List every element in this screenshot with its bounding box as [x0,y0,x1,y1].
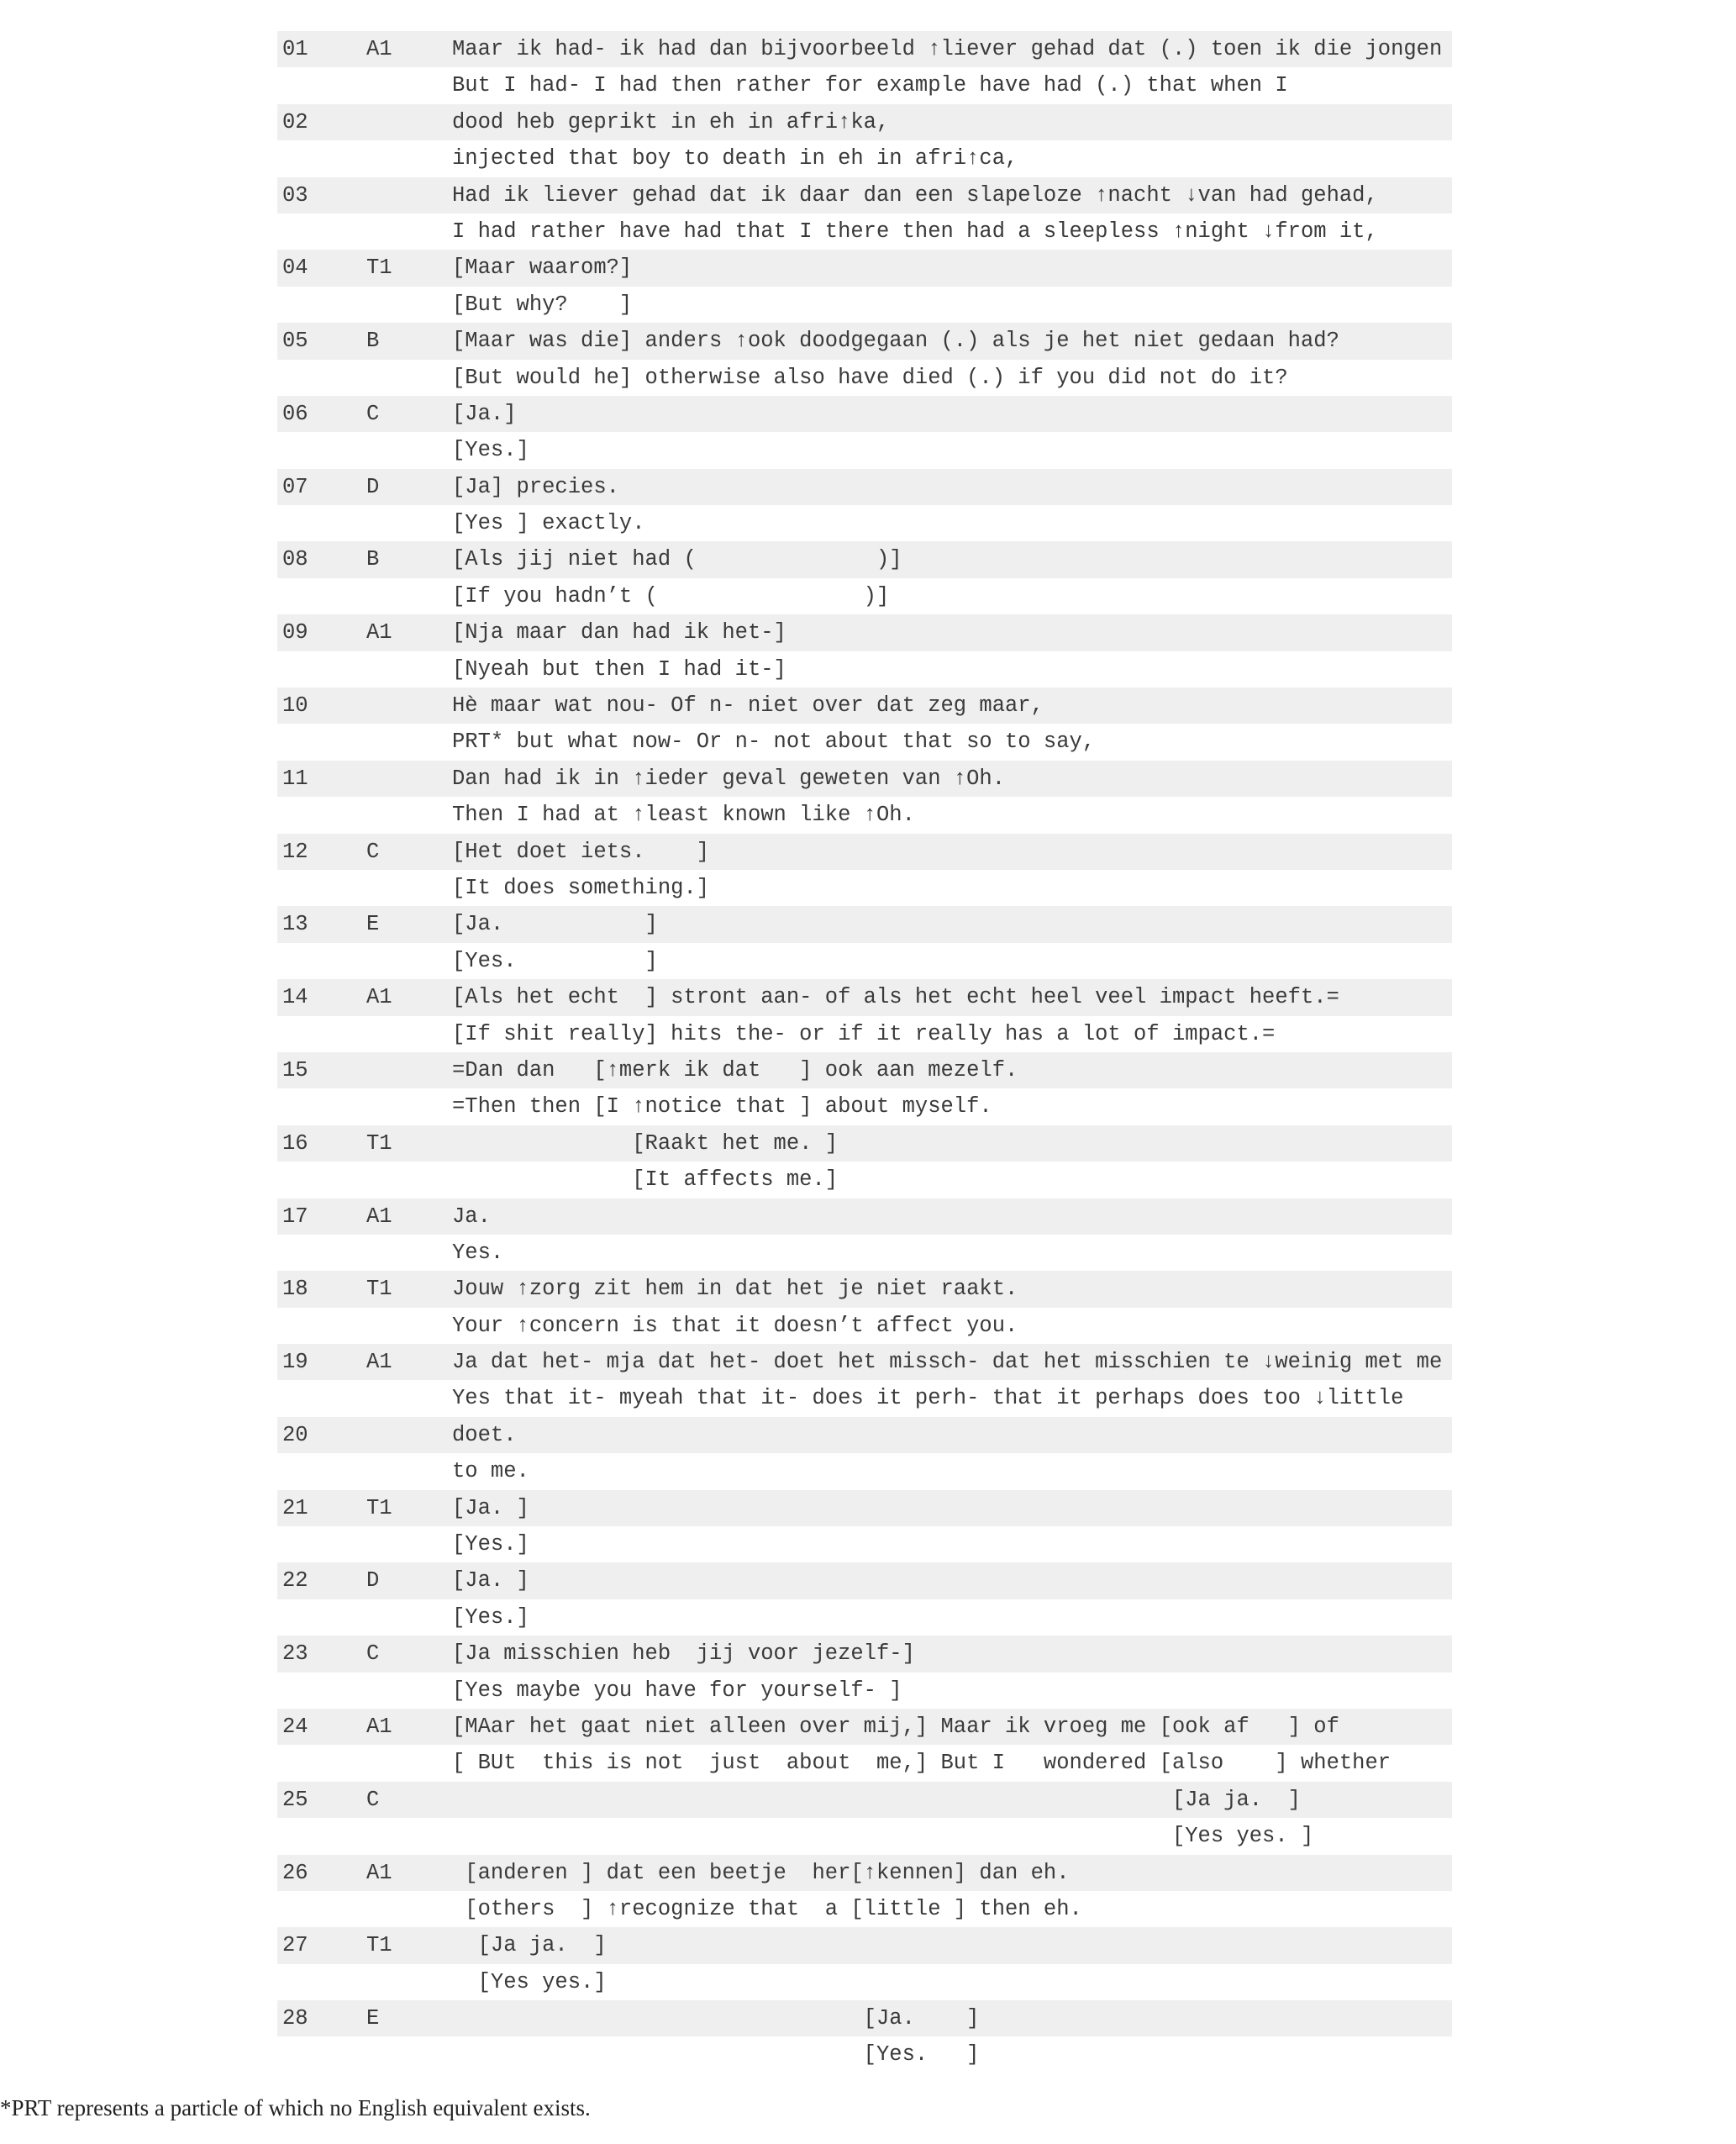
transcript-line-dutch [277,323,1452,359]
english-translation: [Yes yes.] [452,1969,607,1994]
transcript-line-dutch [277,906,1452,942]
transcript-line-english [277,943,1452,979]
dutch-utterance: [MAar het gaat niet alleen over mij,] Maar ik vroeg me [ook af ] of [452,1714,1339,1739]
transcript-line-english [277,1380,1452,1416]
dutch-utterance: [Ja. ] [452,912,658,937]
line-number: 19 [282,1350,308,1375]
english-translation: [Nyeah but then I had it-] [452,656,786,682]
dutch-utterance: Jouw ↑zorg zit hem in dat het je niet raakt. [452,1277,1018,1302]
english-translation: Your ↑concern is that it doesn’t affect you. [452,1313,1018,1338]
transcript-line-dutch [277,979,1452,1015]
transcript-line-english [277,1308,1452,1344]
transcript-line-dutch [277,1927,1452,1963]
transcript-line-english [277,1891,1452,1927]
speaker-label: A1 [366,1204,392,1229]
english-translation: [If you hadn’t ( )] [452,583,890,608]
speaker-label: B [366,329,380,354]
transcript-line-english [277,724,1452,760]
dutch-utterance: dood heb geprikt in eh in afri↑ka, [452,109,890,134]
line-number: 18 [282,1277,308,1302]
transcript-line-english [277,651,1452,687]
dutch-utterance: [Het doet iets. ] [452,839,710,864]
speaker-label: A1 [366,620,392,645]
speaker-label: C [366,839,380,864]
dutch-utterance: [anderen ] dat een beetje her[↑kennen] dan eh. [452,1860,1070,1885]
speaker-label: E [366,912,380,937]
transcript-line-dutch [277,1562,1452,1599]
dutch-utterance: Maar ik had- ik had dan bijvoorbeeld ↑liever gehad dat (.) toen ik die jongen [452,37,1443,61]
transcript-line-dutch [277,1636,1452,1672]
english-translation: [It does something.] [452,875,710,900]
transcript-line-dutch [277,541,1452,577]
transcript-line-english [277,1235,1452,1271]
dutch-utterance: [Nja maar dan had ik het-] [452,620,786,645]
transcript-line-english [277,1453,1452,1489]
line-number: 02 [282,109,308,134]
transcript-line-english [277,1964,1452,2000]
transcript-line-english [277,287,1452,323]
transcript-line-english [277,1162,1452,1198]
transcript-line-english [277,360,1452,396]
dutch-utterance: [Ja. ] [452,1495,529,1520]
speaker-label: A1 [366,37,392,61]
line-number: 11 [282,766,308,791]
transcript-line-dutch [277,1125,1452,1162]
transcript-line-dutch [277,1855,1452,1891]
speaker-label: A1 [366,1350,392,1375]
line-number: 26 [282,1860,308,1885]
transcript-line-dutch [277,31,1452,67]
line-number: 10 [282,693,308,719]
dutch-utterance: [Ja. ] [452,1568,529,1594]
english-translation: [Yes.] [452,1532,529,1557]
transcript-line-english [277,1745,1452,1781]
dutch-utterance: =Dan dan [↑merk ik dat ] ook aan mezelf. [452,1057,1018,1083]
english-translation: Yes. [452,1240,504,1265]
transcript-line-dutch [277,104,1452,140]
speaker-label: C [366,1641,380,1667]
english-translation: PRT* but what now- Or n- not about that so to say, [452,730,1096,755]
transcript-line-dutch [277,761,1452,797]
english-translation: [But would he] otherwise also have died (.) if you did not do it? [452,365,1288,390]
line-number: 25 [282,1787,308,1812]
dutch-utterance: [Ja] precies. [452,474,619,499]
speaker-label: A1 [366,1860,392,1885]
transcript-table [277,31,1452,2073]
speaker-label: D [366,474,380,499]
english-translation: [It affects me.] [452,1167,839,1193]
dutch-utterance: [Maar waarom?] [452,255,633,281]
transcript-line-dutch [277,1709,1452,1745]
transcript-line-dutch [277,1490,1452,1526]
transcript-line-dutch [277,834,1452,870]
dutch-utterance: [Ja ja. ] [452,1933,607,1958]
line-number: 23 [282,1641,308,1667]
english-translation: [Yes yes. ] [452,1824,1314,1849]
english-translation: [But why? ] [452,292,633,317]
english-translation: [ BUt this is not just about me,] But I wondered [also ] whether [452,1751,1391,1776]
transcript-line-english [277,2036,1452,2073]
speaker-label: D [366,1568,380,1594]
line-number: 16 [282,1130,308,1156]
english-translation: [others ] ↑recognize that a [little ] then eh. [452,1896,1082,1921]
transcript-line-dutch [277,1052,1452,1088]
speaker-label: C [366,1787,380,1812]
transcript-line-dutch [277,614,1452,651]
english-translation: [Yes.] [452,1604,529,1630]
transcript-line-english [277,797,1452,833]
transcript-line-english [277,1526,1452,1562]
transcript-line-english [277,67,1452,103]
speaker-label: A1 [366,1714,392,1739]
line-number: 24 [282,1714,308,1739]
transcript-line-english [277,870,1452,906]
transcript-line-english [277,1016,1452,1052]
dutch-utterance: Had ik liever gehad dat ik daar dan een slapeloze ↑nacht ↓van had gehad, [452,182,1378,208]
dutch-utterance: doet. [452,1422,517,1447]
line-number: 27 [282,1933,308,1958]
english-translation: injected that boy to death in eh in afri↑ca, [452,146,1018,171]
dutch-utterance: Ja. [452,1204,491,1229]
english-translation: =Then then [I ↑notice that ] about myself. [452,1094,992,1119]
speaker-label: B [366,547,380,572]
english-translation: [Yes. ] [452,948,658,973]
line-number: 09 [282,620,308,645]
transcript-line-dutch [277,250,1452,286]
line-number: 13 [282,912,308,937]
transcript-line-dutch [277,1417,1452,1453]
line-number: 06 [282,401,308,426]
speaker-label: A1 [366,985,392,1010]
line-number: 15 [282,1057,308,1083]
transcript-line-dutch [277,1344,1452,1380]
line-number: 05 [282,329,308,354]
speaker-label: T1 [366,1495,392,1520]
dutch-utterance: Ja dat het- mja dat het- doet het missch- dat het misschien te ↓weinig met me [452,1350,1443,1375]
dutch-utterance: [Ja ja. ] [452,1787,1301,1812]
english-translation: to me. [452,1459,529,1484]
line-number: 28 [282,2006,308,2031]
english-translation: [Yes ] exactly. [452,511,645,536]
transcript-line-english [277,1673,1452,1709]
english-translation: Then I had at ↑least known like ↑Oh. [452,803,915,828]
line-number: 20 [282,1422,308,1447]
footnote: *PRT represents a particle of which no English equivalent exists. [0,2095,591,2120]
transcript-line-dutch [277,1198,1452,1235]
transcript-line-english [277,1088,1452,1125]
transcript-line-dutch [277,1271,1452,1307]
line-number: 21 [282,1495,308,1520]
english-translation: [Yes. ] [452,2042,980,2068]
transcript-line-english [277,578,1452,614]
speaker-label: C [366,401,380,426]
english-translation: But I had- I had then rather for example have had (.) that when I [452,73,1288,98]
dutch-utterance: [Raakt het me. ] [452,1130,839,1156]
dutch-utterance: [Ja. ] [452,2006,980,2031]
english-translation: [Yes.] [452,438,529,463]
transcript-line-dutch [277,396,1452,432]
transcript-line-english [277,1818,1452,1854]
speaker-label: T1 [366,1277,392,1302]
transcript-line-english [277,505,1452,541]
speaker-label: T1 [366,255,392,281]
transcript-line-dutch [277,687,1452,724]
speaker-label: E [366,2006,380,2031]
transcript-line-english [277,213,1452,250]
transcript-line-dutch [277,469,1452,505]
english-translation: I had rather have had that I there then had a sleepless ↑night ↓from it, [452,219,1378,244]
english-translation: Yes that it- myeah that it- does it perh- that it perhaps does too ↓little [452,1386,1404,1411]
speaker-label: T1 [366,1130,392,1156]
transcript-line-dutch [277,1782,1452,1818]
line-number: 01 [282,37,308,61]
line-number: 12 [282,839,308,864]
transcript-line-english [277,140,1452,176]
dutch-utterance: Hè maar wat nou- Of n- niet over dat zeg maar, [452,693,1044,719]
line-number: 08 [282,547,308,572]
english-translation: [If shit really] hits the- or if it really has a lot of impact.= [452,1021,1276,1046]
line-number: 17 [282,1204,308,1229]
line-number: 22 [282,1568,308,1594]
line-number: 03 [282,182,308,208]
english-translation: [Yes maybe you have for yourself- ] [452,1678,902,1703]
transcript-line-english [277,432,1452,468]
line-number: 07 [282,474,308,499]
transcript-line-english [277,1599,1452,1636]
dutch-utterance: [Maar was die] anders ↑ook doodgegaan (.) als je het niet gedaan had? [452,329,1339,354]
dutch-utterance: [Als het echt ] stront aan- of als het echt heel veel impact heeft.= [452,985,1339,1010]
dutch-utterance: [Als jij niet had ( )] [452,547,902,572]
line-number: 14 [282,985,308,1010]
transcript-line-dutch [277,2000,1452,2036]
transcript-line-dutch [277,177,1452,213]
dutch-utterance: [Ja misschien heb jij voor jezelf-] [452,1641,915,1667]
dutch-utterance: Dan had ik in ↑ieder geval geweten van ↑Oh. [452,766,1006,791]
speaker-label: T1 [366,1933,392,1958]
dutch-utterance: [Ja.] [452,401,517,426]
line-number: 04 [282,255,308,281]
